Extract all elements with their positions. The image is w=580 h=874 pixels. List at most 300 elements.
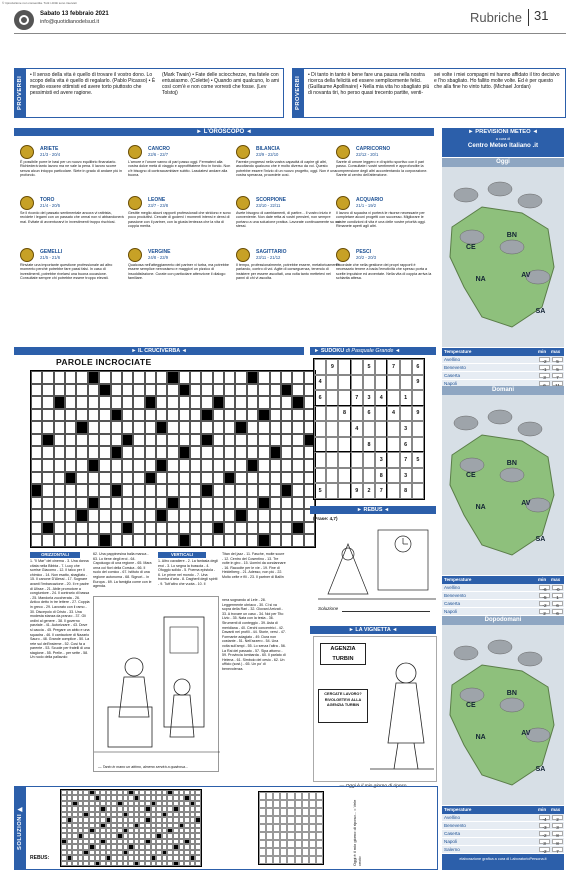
crossword-cell[interactable] [76, 434, 87, 447]
sudoku-cell[interactable] [314, 359, 326, 375]
crossword-cell[interactable] [281, 434, 292, 447]
crossword-cell[interactable] [247, 509, 258, 522]
crossword-cell[interactable] [76, 409, 87, 422]
crossword-cell[interactable] [167, 434, 178, 447]
sudoku-cell[interactable] [375, 421, 387, 437]
crossword-cell[interactable] [167, 534, 178, 547]
sudoku-cell[interactable]: 9 [351, 483, 363, 499]
crossword-cell[interactable] [133, 459, 144, 472]
crossword-cell[interactable] [76, 497, 87, 510]
crossword-cell[interactable] [281, 371, 292, 384]
sudoku-cell[interactable] [387, 483, 399, 499]
crossword-cell[interactable] [258, 509, 269, 522]
sudoku-cell[interactable]: 4 [375, 390, 387, 406]
crossword-cell[interactable] [65, 434, 76, 447]
crossword-cell[interactable] [179, 409, 190, 422]
crossword-cell[interactable] [156, 472, 167, 485]
crossword-cell[interactable] [292, 371, 303, 384]
crossword-cell[interactable] [111, 384, 122, 397]
sudoku-cell[interactable] [338, 421, 350, 437]
crossword-cell[interactable] [292, 421, 303, 434]
crossword-cell[interactable] [133, 534, 144, 547]
crossword-cell[interactable] [42, 409, 53, 422]
crossword-cell[interactable] [65, 446, 76, 459]
crossword-cell[interactable] [190, 446, 201, 459]
crossword-cell[interactable] [258, 371, 269, 384]
crossword-cell[interactable] [224, 421, 235, 434]
sudoku-cell[interactable] [400, 375, 412, 391]
crossword-cell[interactable] [42, 509, 53, 522]
crossword-cell[interactable] [111, 371, 122, 384]
crossword-cell[interactable] [156, 522, 167, 535]
crossword-cell[interactable] [201, 509, 212, 522]
crossword-cell[interactable] [258, 396, 269, 409]
crossword-cell[interactable] [145, 522, 156, 535]
crossword-cell[interactable] [213, 409, 224, 422]
crossword-cell[interactable] [156, 371, 167, 384]
crossword-cell[interactable] [88, 409, 99, 422]
crossword-cell[interactable] [247, 409, 258, 422]
sudoku-cell[interactable] [314, 468, 326, 484]
crossword-cell[interactable] [167, 509, 178, 522]
sudoku-cell[interactable] [326, 390, 338, 406]
crossword-cell[interactable] [304, 534, 315, 547]
crossword-cell[interactable] [88, 384, 99, 397]
crossword-cell[interactable] [76, 459, 87, 472]
crossword-cell[interactable] [122, 409, 133, 422]
crossword-cell[interactable] [258, 384, 269, 397]
crossword-cell[interactable] [304, 522, 315, 535]
sudoku-cell[interactable]: 9 [412, 375, 424, 391]
crossword-cell[interactable] [224, 384, 235, 397]
crossword-cell[interactable] [99, 497, 110, 510]
crossword-cell[interactable] [65, 497, 76, 510]
crossword-cell[interactable] [247, 472, 258, 485]
sudoku-cell[interactable] [363, 468, 375, 484]
crossword-cell[interactable] [76, 371, 87, 384]
crossword-cell[interactable] [76, 384, 87, 397]
crossword-cell[interactable] [88, 421, 99, 434]
crossword-cell[interactable] [190, 421, 201, 434]
crossword-cell[interactable] [292, 459, 303, 472]
crossword-cell[interactable] [167, 384, 178, 397]
crossword-cell[interactable] [42, 371, 53, 384]
rebus-solution-line[interactable] [342, 611, 430, 612]
crossword-cell[interactable] [65, 409, 76, 422]
crossword-cell[interactable] [133, 434, 144, 447]
crossword-cell[interactable] [270, 459, 281, 472]
crossword-cell[interactable] [65, 371, 76, 384]
crossword-cell[interactable] [99, 484, 110, 497]
sudoku-cell[interactable] [338, 437, 350, 453]
crossword-cell[interactable] [111, 459, 122, 472]
crossword-cell[interactable] [190, 472, 201, 485]
sudoku-cell[interactable] [314, 452, 326, 468]
crossword-cell[interactable] [31, 421, 42, 434]
sudoku-cell[interactable] [314, 406, 326, 422]
crossword-cell[interactable] [201, 384, 212, 397]
crossword-cell[interactable] [31, 446, 42, 459]
crossword-cell[interactable] [156, 409, 167, 422]
crossword-cell[interactable] [270, 371, 281, 384]
sudoku-cell[interactable] [363, 421, 375, 437]
crossword-cell[interactable] [213, 534, 224, 547]
crossword-cell[interactable] [247, 384, 258, 397]
sudoku-cell[interactable]: 1 [400, 390, 412, 406]
sudoku-cell[interactable]: 2 [363, 483, 375, 499]
crossword-cell[interactable] [179, 509, 190, 522]
crossword-cell[interactable] [179, 459, 190, 472]
crossword-cell[interactable] [201, 421, 212, 434]
crossword-cell[interactable] [190, 409, 201, 422]
crossword-cell[interactable] [133, 421, 144, 434]
crossword-cell[interactable] [31, 534, 42, 547]
sudoku-cell[interactable] [351, 375, 363, 391]
crossword-cell[interactable] [247, 434, 258, 447]
crossword-cell[interactable] [133, 472, 144, 485]
crossword-cell[interactable] [190, 384, 201, 397]
crossword-cell[interactable] [213, 484, 224, 497]
crossword-cell[interactable] [190, 497, 201, 510]
crossword-cell[interactable] [235, 484, 246, 497]
crossword-cell[interactable] [54, 484, 65, 497]
crossword-cell[interactable] [247, 446, 258, 459]
crossword-cell[interactable] [122, 396, 133, 409]
crossword-cell[interactable] [145, 497, 156, 510]
crossword-cell[interactable] [54, 497, 65, 510]
crossword-cell[interactable] [258, 522, 269, 535]
crossword-cell[interactable] [201, 459, 212, 472]
crossword-cell[interactable] [65, 396, 76, 409]
sudoku-cell[interactable] [387, 437, 399, 453]
crossword-cell[interactable] [88, 446, 99, 459]
crossword-cell[interactable] [247, 522, 258, 535]
crossword-cell[interactable] [190, 396, 201, 409]
crossword-cell[interactable] [270, 409, 281, 422]
crossword-cell[interactable] [145, 371, 156, 384]
sudoku-cell[interactable] [363, 375, 375, 391]
crossword-cell[interactable] [292, 434, 303, 447]
crossword-cell[interactable] [54, 434, 65, 447]
crossword-cell[interactable] [42, 421, 53, 434]
crossword-cell[interactable] [281, 497, 292, 510]
crossword-cell[interactable] [281, 409, 292, 422]
crossword-cell[interactable] [224, 509, 235, 522]
crossword-cell[interactable] [31, 409, 42, 422]
crossword-cell[interactable] [258, 421, 269, 434]
crossword-cell[interactable] [201, 446, 212, 459]
sudoku-cell[interactable] [387, 452, 399, 468]
crossword-cell[interactable] [190, 534, 201, 547]
crossword-cell[interactable] [111, 434, 122, 447]
sudoku-cell[interactable] [387, 421, 399, 437]
crossword-cell[interactable] [190, 371, 201, 384]
crossword-cell[interactable] [167, 472, 178, 485]
crossword-cell[interactable] [99, 522, 110, 535]
crossword-cell[interactable] [213, 434, 224, 447]
crossword-cell[interactable] [270, 384, 281, 397]
sudoku-cell[interactable]: 5 [363, 359, 375, 375]
crossword-cell[interactable] [42, 484, 53, 497]
sudoku-cell[interactable]: 8 [400, 483, 412, 499]
crossword-cell[interactable] [133, 446, 144, 459]
sudoku-cell[interactable] [326, 421, 338, 437]
crossword-cell[interactable] [111, 421, 122, 434]
sudoku-cell[interactable] [326, 483, 338, 499]
sudoku-cell[interactable] [338, 359, 350, 375]
crossword-cell[interactable] [145, 384, 156, 397]
crossword-cell[interactable] [258, 459, 269, 472]
sudoku-cell[interactable] [387, 390, 399, 406]
crossword-cell[interactable] [167, 522, 178, 535]
sudoku-cell[interactable] [375, 375, 387, 391]
crossword-cell[interactable] [31, 396, 42, 409]
sudoku-cell[interactable] [338, 375, 350, 391]
crossword-cell[interactable] [54, 371, 65, 384]
crossword-cell[interactable] [65, 459, 76, 472]
crossword-cell[interactable] [235, 384, 246, 397]
crossword-cell[interactable] [54, 534, 65, 547]
sudoku-cell[interactable] [387, 375, 399, 391]
crossword-cell[interactable] [99, 421, 110, 434]
crossword-cell[interactable] [145, 484, 156, 497]
crossword-cell[interactable] [76, 522, 87, 535]
crossword-cell[interactable] [156, 434, 167, 447]
crossword-cell[interactable] [292, 472, 303, 485]
sudoku-cell[interactable] [412, 390, 424, 406]
crossword-cell[interactable] [270, 522, 281, 535]
crossword-cell[interactable] [247, 484, 258, 497]
sudoku-cell[interactable] [375, 437, 387, 453]
crossword-cell[interactable] [122, 421, 133, 434]
crossword-cell[interactable] [145, 446, 156, 459]
crossword-cell[interactable] [235, 371, 246, 384]
crossword-cell[interactable] [99, 371, 110, 384]
crossword-cell[interactable] [145, 421, 156, 434]
crossword-cell[interactable] [42, 384, 53, 397]
crossword-cell[interactable] [31, 371, 42, 384]
crossword-cell[interactable] [156, 484, 167, 497]
crossword-cell[interactable] [270, 472, 281, 485]
sudoku-cell[interactable] [363, 452, 375, 468]
crossword-cell[interactable] [213, 384, 224, 397]
crossword-cell[interactable] [54, 459, 65, 472]
sudoku-cell[interactable]: 7 [400, 452, 412, 468]
crossword-cell[interactable] [133, 371, 144, 384]
crossword-cell[interactable] [145, 459, 156, 472]
sudoku-cell[interactable]: 3 [400, 421, 412, 437]
crossword-cell[interactable] [179, 421, 190, 434]
crossword-cell[interactable] [213, 446, 224, 459]
crossword-cell[interactable] [247, 421, 258, 434]
sudoku-cell[interactable] [400, 359, 412, 375]
crossword-cell[interactable] [235, 534, 246, 547]
sudoku-cell[interactable]: 9 [412, 406, 424, 422]
crossword-cell[interactable] [179, 484, 190, 497]
crossword-cell[interactable] [122, 534, 133, 547]
crossword-cell[interactable] [270, 509, 281, 522]
crossword-cell[interactable] [133, 522, 144, 535]
crossword-cell[interactable] [270, 534, 281, 547]
crossword-cell[interactable] [145, 509, 156, 522]
crossword-cell[interactable] [156, 497, 167, 510]
crossword-cell[interactable] [292, 384, 303, 397]
sudoku-cell[interactable] [338, 483, 350, 499]
crossword-grid[interactable] [30, 370, 316, 548]
crossword-cell[interactable] [122, 384, 133, 397]
crossword-cell[interactable] [281, 534, 292, 547]
crossword-cell[interactable] [65, 421, 76, 434]
crossword-cell[interactable] [99, 409, 110, 422]
crossword-cell[interactable] [281, 472, 292, 485]
crossword-cell[interactable] [31, 459, 42, 472]
crossword-cell[interactable] [54, 446, 65, 459]
crossword-cell[interactable] [133, 384, 144, 397]
sudoku-cell[interactable] [326, 406, 338, 422]
crossword-cell[interactable] [31, 384, 42, 397]
crossword-cell[interactable] [213, 509, 224, 522]
crossword-cell[interactable] [156, 534, 167, 547]
crossword-cell[interactable] [122, 509, 133, 522]
crossword-cell[interactable] [258, 484, 269, 497]
sudoku-cell[interactable] [412, 483, 424, 499]
crossword-cell[interactable] [111, 534, 122, 547]
crossword-cell[interactable] [235, 446, 246, 459]
sudoku-cell[interactable]: 7 [387, 359, 399, 375]
crossword-cell[interactable] [235, 434, 246, 447]
crossword-cell[interactable] [54, 409, 65, 422]
sudoku-cell[interactable] [351, 359, 363, 375]
crossword-cell[interactable] [65, 384, 76, 397]
sudoku-cell[interactable] [387, 468, 399, 484]
crossword-cell[interactable] [167, 446, 178, 459]
crossword-cell[interactable] [235, 522, 246, 535]
crossword-cell[interactable] [247, 497, 258, 510]
sudoku-cell[interactable] [326, 452, 338, 468]
crossword-cell[interactable] [213, 459, 224, 472]
crossword-cell[interactable] [145, 534, 156, 547]
sudoku-cell[interactable]: 8 [375, 468, 387, 484]
crossword-cell[interactable] [31, 522, 42, 535]
crossword-cell[interactable] [122, 446, 133, 459]
sudoku-cell[interactable]: 5 [314, 483, 326, 499]
sudoku-cell[interactable]: 8 [338, 406, 350, 422]
crossword-cell[interactable] [190, 459, 201, 472]
crossword-cell[interactable] [88, 509, 99, 522]
crossword-cell[interactable] [247, 534, 258, 547]
crossword-cell[interactable] [76, 534, 87, 547]
crossword-cell[interactable] [111, 522, 122, 535]
sudoku-cell[interactable]: 6 [363, 406, 375, 422]
crossword-cell[interactable] [224, 534, 235, 547]
crossword-cell[interactable] [281, 446, 292, 459]
crossword-cell[interactable] [42, 497, 53, 510]
crossword-cell[interactable] [201, 497, 212, 510]
sudoku-cell[interactable] [338, 452, 350, 468]
crossword-cell[interactable] [76, 472, 87, 485]
crossword-cell[interactable] [133, 497, 144, 510]
crossword-cell[interactable] [99, 434, 110, 447]
crossword-cell[interactable] [167, 484, 178, 497]
crossword-cell[interactable] [31, 472, 42, 485]
sudoku-cell[interactable] [326, 437, 338, 453]
crossword-cell[interactable] [99, 396, 110, 409]
sudoku-cell[interactable] [351, 468, 363, 484]
sudoku-cell[interactable] [375, 406, 387, 422]
crossword-cell[interactable] [213, 371, 224, 384]
sudoku-cell[interactable]: 6 [400, 437, 412, 453]
sudoku-cell[interactable]: 7 [375, 483, 387, 499]
crossword-cell[interactable] [42, 396, 53, 409]
crossword-cell[interactable] [156, 446, 167, 459]
sudoku-cell[interactable] [412, 421, 424, 437]
crossword-cell[interactable] [201, 472, 212, 485]
crossword-cell[interactable] [167, 396, 178, 409]
crossword-cell[interactable] [224, 434, 235, 447]
crossword-cell[interactable] [190, 509, 201, 522]
crossword-cell[interactable] [145, 409, 156, 422]
crossword-cell[interactable] [122, 484, 133, 497]
crossword-cell[interactable] [156, 384, 167, 397]
crossword-cell[interactable] [235, 472, 246, 485]
crossword-cell[interactable] [54, 509, 65, 522]
crossword-cell[interactable] [42, 446, 53, 459]
crossword-cell[interactable] [179, 497, 190, 510]
crossword-cell[interactable] [76, 484, 87, 497]
crossword-cell[interactable] [133, 509, 144, 522]
sudoku-cell[interactable] [326, 375, 338, 391]
crossword-cell[interactable] [54, 421, 65, 434]
crossword-cell[interactable] [99, 509, 110, 522]
crossword-cell[interactable] [213, 421, 224, 434]
sudoku-cell[interactable]: 4 [314, 375, 326, 391]
crossword-cell[interactable] [88, 534, 99, 547]
crossword-cell[interactable] [224, 484, 235, 497]
crossword-cell[interactable] [258, 434, 269, 447]
sudoku-cell[interactable]: 6 [314, 390, 326, 406]
crossword-cell[interactable] [201, 396, 212, 409]
crossword-cell[interactable] [201, 522, 212, 535]
sudoku-cell[interactable]: 3 [375, 452, 387, 468]
crossword-cell[interactable] [122, 472, 133, 485]
sudoku-cell[interactable] [400, 406, 412, 422]
crossword-cell[interactable] [145, 434, 156, 447]
crossword-cell[interactable] [281, 522, 292, 535]
crossword-cell[interactable] [31, 509, 42, 522]
crossword-cell[interactable] [65, 534, 76, 547]
sudoku-cell[interactable]: 6 [412, 359, 424, 375]
crossword-cell[interactable] [156, 396, 167, 409]
crossword-cell[interactable] [99, 459, 110, 472]
crossword-cell[interactable] [292, 484, 303, 497]
crossword-cell[interactable] [190, 434, 201, 447]
crossword-cell[interactable] [76, 446, 87, 459]
crossword-cell[interactable] [167, 459, 178, 472]
crossword-cell[interactable] [88, 484, 99, 497]
sudoku-cell[interactable]: 3 [400, 468, 412, 484]
crossword-cell[interactable] [292, 534, 303, 547]
crossword-cell[interactable] [292, 497, 303, 510]
crossword-cell[interactable] [167, 421, 178, 434]
crossword-cell[interactable] [292, 409, 303, 422]
crossword-cell[interactable] [258, 472, 269, 485]
crossword-cell[interactable] [179, 371, 190, 384]
crossword-cell[interactable] [88, 472, 99, 485]
sudoku-cell[interactable]: 4 [351, 421, 363, 437]
sudoku-cell[interactable] [338, 468, 350, 484]
crossword-cell[interactable] [224, 371, 235, 384]
sudoku-cell[interactable] [351, 437, 363, 453]
